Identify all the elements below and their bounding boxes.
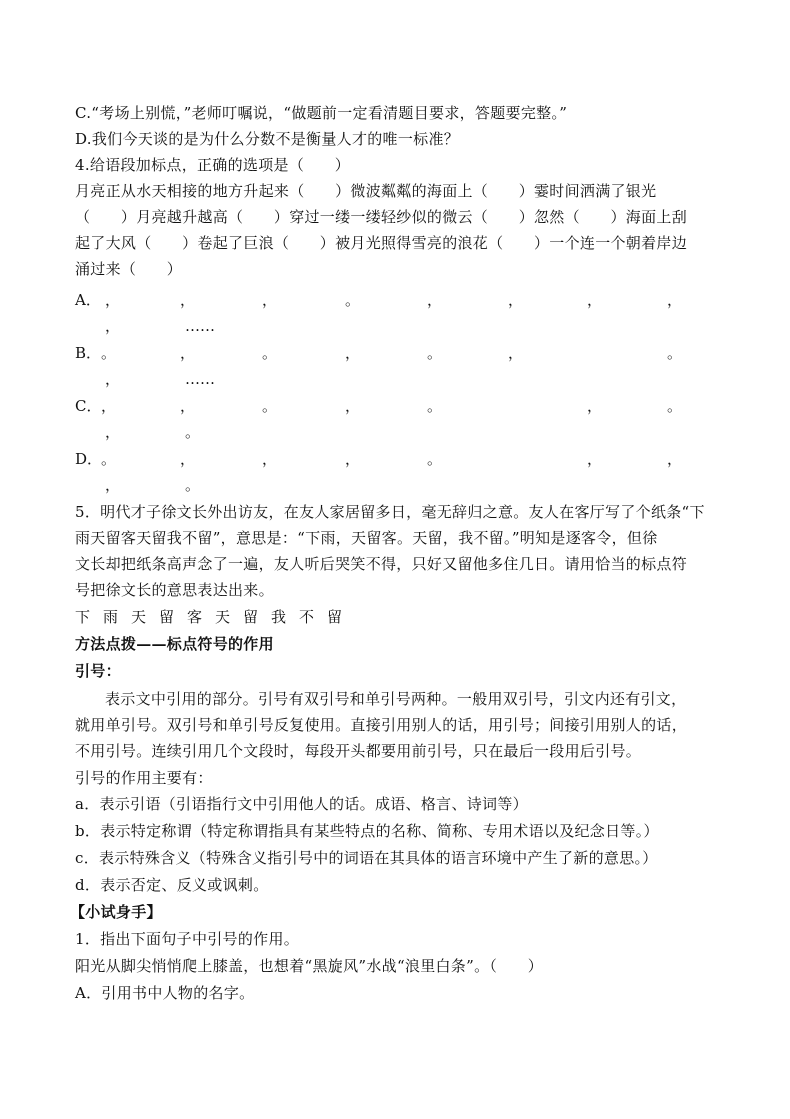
q4-option-a-row2 — [75, 313, 715, 339]
option-punct: …… — [185, 370, 215, 388]
option-punct: ， — [105, 370, 121, 388]
q5-sentence: 下雨天留客天留我不留 — [75, 608, 356, 626]
option-punct: ， — [180, 397, 196, 415]
option-punct: ， — [180, 344, 196, 362]
method-title: 方法点拨——标点符号的作用 — [75, 635, 274, 653]
practice-q1-option-a[interactable]: A．引用书中人物的名字。 — [75, 984, 255, 1002]
option-punct: ， — [105, 317, 121, 335]
practice-q1-sentence: 阳光从脚尖悄悄爬上膝盖，也想着“黑旋风”水战“浪里白条”。（ ） — [75, 957, 544, 975]
option-punct: 。 — [185, 423, 201, 441]
q4-option-a[interactable] — [75, 287, 715, 313]
option-punct: ， — [667, 450, 683, 468]
option-punct: ， — [105, 423, 121, 441]
method-subtitle: 引号： — [75, 662, 121, 680]
option-punct: ， — [105, 291, 121, 309]
q4-option-c-row2 — [75, 419, 715, 445]
practice-q1: 1．指出下面句子中引号的作用。 — [75, 930, 300, 948]
q4-stem: 4.给语段加标点，正确的选项是（ ） — [75, 156, 351, 174]
option-punct: 。 — [101, 450, 117, 468]
method-para-line-3: 不用引号。连续引用几个文段时，每段开头都要用前引号，只在最后一段用后引号。 — [75, 742, 642, 760]
practice-title: 【小试身手】 — [70, 903, 162, 921]
method-para-line-2: 就用单引号。双引号和单引号反复使用。直接引用别人的话，用引号；间接引用别人的话， — [75, 716, 688, 734]
option-punct: ， — [262, 291, 278, 309]
q3-option-d: D.我们今天谈的是为什么分数不是衡量人才的唯一标准？ — [75, 130, 460, 148]
option-label: C． — [75, 397, 102, 415]
option-punct: ， — [262, 450, 278, 468]
use-item-d: d．表示否定、反义或讽刺。 — [75, 876, 269, 894]
option-punct: ， — [345, 450, 361, 468]
method-para-line-1: 表示文中引用的部分。引号有双引号和单引号两种。一般用双引号，引文内还有引文， — [105, 690, 687, 708]
option-punct: 。 — [262, 344, 278, 362]
use-item-b: b．表示特定称谓（特定称谓指具有某些特点的名称、简称、专用术语以及纪念日等。） — [75, 822, 659, 840]
option-punct: ， — [180, 450, 196, 468]
option-punct: ， — [587, 291, 603, 309]
q3-option-c: C.“考场上别慌，”老师叮嘱说，“做题前一定看清题目要求，答题要完整。” — [75, 104, 568, 122]
option-punct: 。 — [101, 344, 117, 362]
option-punct: 。 — [427, 450, 443, 468]
option-punct: ， — [667, 291, 683, 309]
q5-line-3: 文长却把纸条高声念了一遍，友人听后哭笑不得，只好又留他多住几日。请用恰当的标点符 — [75, 555, 688, 573]
q4-option-d[interactable] — [75, 446, 715, 472]
q5-line-4: 号把徐文长的意思表达出来。 — [75, 581, 274, 599]
q4-passage-line-2: （ ）月亮越升越高（ ）穿过一缕一缕轻纱似的微云（ ）忽然（ ）海面上刮 — [75, 208, 688, 226]
option-punct: 。 — [667, 397, 683, 415]
option-label: D． — [75, 450, 103, 468]
option-punct: 。 — [185, 476, 201, 494]
q4-passage-line-1: 月亮正从水天相接的地方升起来（ ）微波粼粼的海面上（ ）霎时间洒满了银光 — [75, 182, 657, 200]
q4-option-b-row2 — [75, 366, 715, 392]
uses-title: 引号的作用主要有： — [75, 769, 213, 787]
use-item-a: a．表示引语（引语指行文中引用他人的话。成语、格言、诗词等） — [75, 795, 528, 813]
option-label: B． — [75, 344, 102, 362]
option-punct: ， — [508, 291, 524, 309]
option-label: A． — [75, 291, 101, 309]
option-punct: ， — [587, 450, 603, 468]
option-punct: ， — [180, 291, 196, 309]
q4-option-c[interactable] — [75, 393, 715, 419]
use-item-c: c．表示特殊含义（特殊含义指引号中的词语在其具体的语言环境中产生了新的意思。） — [75, 849, 658, 867]
option-punct: 。 — [667, 344, 683, 362]
option-punct: ， — [101, 397, 117, 415]
option-punct: ， — [345, 344, 361, 362]
option-punct: 。 — [262, 397, 278, 415]
q4-passage-line-4: 涌过来（ ） — [75, 260, 183, 278]
q4-passage-line-3: 起了大风（ ）卷起了巨浪（ ）被月光照得雪亮的浪花（ ）一个连一个朝着岸边 — [75, 234, 688, 252]
option-punct: ， — [427, 291, 443, 309]
q4-option-d-row2 — [75, 472, 715, 498]
option-punct: 。 — [345, 291, 361, 309]
option-punct: ， — [508, 344, 524, 362]
option-punct: 。 — [427, 344, 443, 362]
q4-option-b[interactable] — [75, 340, 715, 366]
q5-line-2: 雨天留客天留我不留”，意思是：“下雨，天留客。天留，我不留。”明知是逐客令，但徐 — [75, 529, 658, 547]
option-punct: …… — [185, 317, 215, 335]
option-punct: ， — [105, 476, 121, 494]
option-punct: ， — [345, 397, 361, 415]
option-punct: ， — [587, 397, 603, 415]
option-punct: 。 — [427, 397, 443, 415]
q5-line-1: 5．明代才子徐文长外出访友，在友人家居留多日，毫无辞归之意。友人在客厅写了个纸条“下 — [75, 503, 705, 521]
